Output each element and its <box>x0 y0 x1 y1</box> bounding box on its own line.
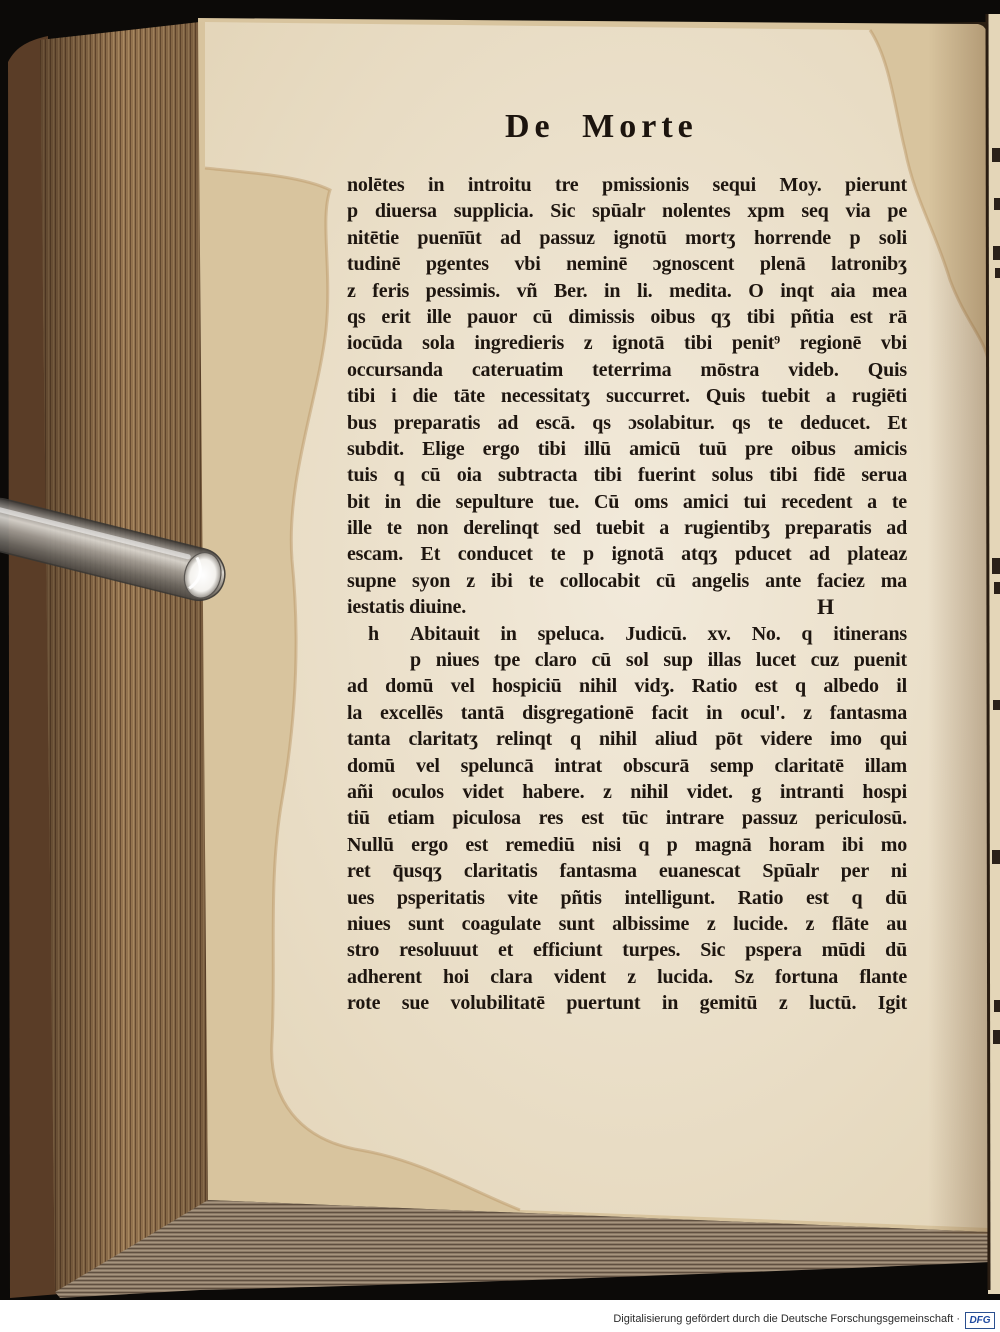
section-marker-letter: H <box>817 594 835 620</box>
paragraph-end-line: iestatis diuine. <box>347 596 467 619</box>
text-line: rote sue volubilitatē puertunt in gemitū z luctū. Igit <box>347 992 907 1015</box>
text-line: supne syon z ibi te collocabit cū angelis ante faciez ma <box>347 569 907 592</box>
text-line: tanta claritatʒ relinqt q nihil aliud pōt videre imo qui <box>347 728 907 751</box>
text-row <box>347 753 907 779</box>
dfg-logo: DFG <box>965 1312 995 1329</box>
text-row <box>347 805 907 831</box>
text-line-indented: Abitauit in speluca. Judicū. xv. No. q itinerans <box>410 622 907 645</box>
text-line: ille te non derelinqt sed tuebit a rugientibʒ preparatis ad <box>347 517 907 540</box>
text-row <box>347 410 907 436</box>
text-row <box>347 964 907 990</box>
text-row <box>347 726 907 752</box>
text-line: occursanda cateruatim teterrima mōstra videb. Quis <box>347 358 907 381</box>
text-row <box>347 779 907 805</box>
text-line: z feris pessimis. vñ Ber. in li. medita. O inqt aia mea <box>347 279 907 302</box>
text-row <box>347 330 907 356</box>
text-line: tudinē pgentes vbi neminē ɔgnoscent plenā latronibʒ <box>347 253 907 276</box>
text-row <box>347 594 907 620</box>
text-line: ret q̄usqʒ claritatis fantasma euanescat Spūalr per ni <box>347 860 907 883</box>
text-row <box>347 515 907 541</box>
text-row <box>347 911 907 937</box>
text-line: stro resoluuut et efficiunt turpes. Sic pspera mūdi dū <box>347 939 907 962</box>
text-row <box>347 647 907 673</box>
text-row <box>347 383 907 409</box>
gutter-shadow <box>928 22 988 1234</box>
text-line: domū vel speluncā intrat obscurā semp claritatē illam <box>347 754 907 777</box>
text-line: qs erit ille pauor cū dimissis oibus qʒ tibi pñtia est rā <box>347 305 907 328</box>
text-row <box>347 436 907 462</box>
text-line: tibi i die tāte necessitatʒ succurret. Quis tuebit a rugiēti <box>347 385 907 408</box>
text-line-indented: p niues tpe claro cū sol sup illas lucet cuz puenit <box>410 649 907 672</box>
text-row <box>347 278 907 304</box>
text-line: añi oculos videt habere. z nihil videt. g intranti hospi <box>347 780 907 803</box>
text-row <box>347 885 907 911</box>
text-line: ad domū vel hospiciū nihil vidʒ. Ratio est q albedo il <box>347 675 907 698</box>
text-row <box>347 568 907 594</box>
text-row <box>347 832 907 858</box>
text-line: Nullū ergo est remediū nisi q p magnā horam ibi mo <box>347 833 907 856</box>
text-line: p diuersa supplicia. Sic spūalr nolentes xpm seq via pe <box>347 200 907 223</box>
text-row <box>347 172 907 198</box>
text-line: escam. Et conducet te p ignotā atqʒ pducet ad plateaz <box>347 543 907 566</box>
text-line: tuis q cū oia subtracta tibi fuerint solus tibi fidē serua <box>347 464 907 487</box>
digitization-footer <box>0 1300 1000 1332</box>
text-row <box>347 251 907 277</box>
guide-letter: h <box>368 622 380 645</box>
text-row <box>347 489 907 515</box>
text-row <box>347 304 907 330</box>
text-line: bit in die sepulture tue. Cū oms amici tui recedent a te <box>347 490 907 513</box>
text-line: niues sunt coagulate sunt albissime z lucide. z flāte au <box>347 912 907 935</box>
text-line: nolētes in introitu tre pmissionis sequi Moy. pierunt <box>347 174 907 196</box>
text-line: adherent hoi clara vident z lucida. Sz fortuna flante <box>347 965 907 988</box>
text-row <box>347 225 907 251</box>
text-row <box>347 462 907 488</box>
text-row <box>347 858 907 884</box>
text-line: iocūda sola ingredieris z ignotā tibi penit⁹ regionē vbi <box>347 332 907 355</box>
text-row <box>347 990 907 1016</box>
text-line: nitētie puenīūt ad passuz ignotū mortʒ horrende p soli <box>347 226 907 249</box>
text-block <box>347 172 907 1017</box>
text-row <box>347 357 907 383</box>
text-row <box>347 700 907 726</box>
text-row <box>347 673 907 699</box>
text-line: la excellēs tantā disgregationē facit in ocul'. z fantasma <box>347 701 907 724</box>
text-row <box>347 198 907 224</box>
gutter-line <box>987 14 989 1290</box>
page-heading: De Morte <box>505 108 698 145</box>
text-line: bus preparatis ad escā. qs ɔsolabitur. qs te deducet. Et <box>347 411 907 434</box>
fore-edge-shade <box>40 22 208 1292</box>
text-row <box>347 621 907 647</box>
text-line: tiū etiam piculosa res est tūc intrare passuz periculosū. <box>347 807 907 830</box>
text-row <box>347 541 907 567</box>
text-row <box>347 937 907 963</box>
funding-credit: Digitalisierung gefördert durch die Deutsche Forschungsgemeinschaft · <box>613 1313 960 1325</box>
text-line: ues psperitatis vite pñtis intelligunt. Ratio est q dū <box>347 886 907 909</box>
text-line: subdit. Elige ergo tibi illū amicū tuū pre oibus amicis <box>347 437 907 460</box>
